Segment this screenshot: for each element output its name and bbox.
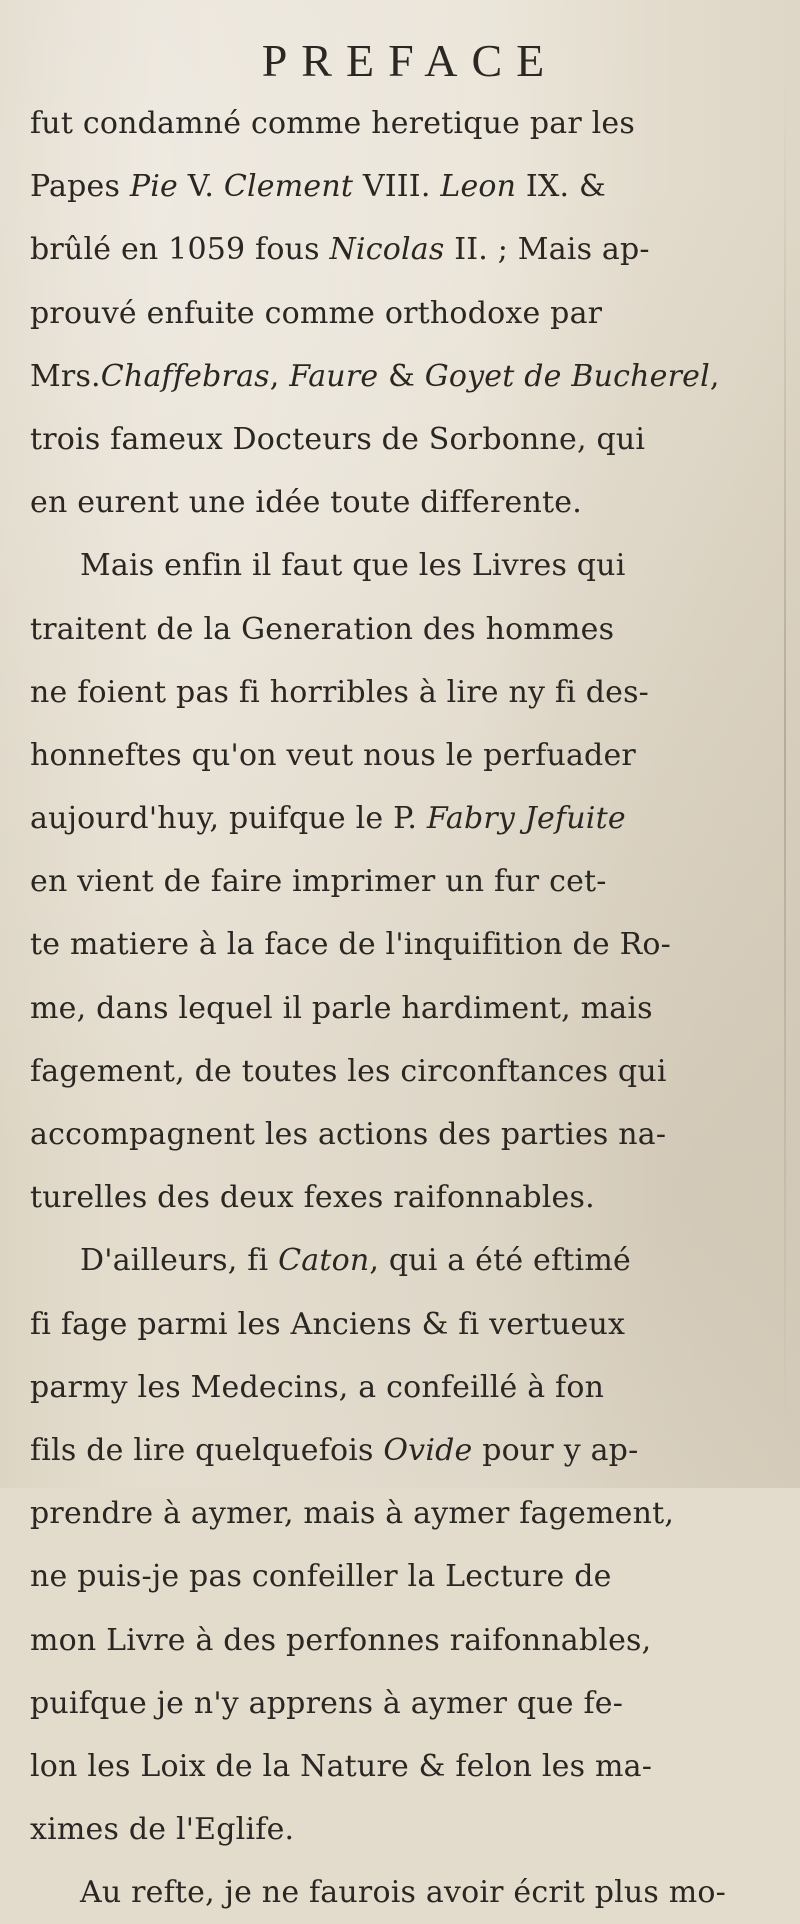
text-segment: ,	[709, 358, 720, 394]
text-line	[30, 1798, 800, 1861]
page-header: PREFACE	[261, 35, 559, 86]
text-segment: Mais enfin il faut que les Livres qui	[80, 548, 626, 584]
text-segment: Mrs.	[30, 358, 101, 394]
text-segment: , qui a été eftimé	[369, 1243, 631, 1279]
text-segment: en eurent une idée toute differente.	[30, 485, 582, 521]
italic-text: Ovide	[383, 1432, 473, 1468]
text-segment: accompagnent les actions des parties na-	[30, 1117, 667, 1152]
text-segment: pour y ap-	[472, 1432, 639, 1468]
text-line	[30, 282, 800, 345]
text-line	[30, 1482, 800, 1545]
text-segment: VIII.	[353, 169, 441, 205]
body-text	[30, 92, 800, 1924]
text-segment: fagement, de toutes les circonftances qui	[30, 1053, 667, 1089]
italic-text: Fabry Jefuite	[426, 801, 626, 837]
text-line	[30, 913, 800, 976]
text-segment: fi fage parmi les Anciens & fi vertueux	[30, 1306, 626, 1342]
text-segment: ne foient pas fi horribles à lire ny fi des-	[30, 674, 650, 710]
text-segment: honneftes qu'on veut nous le perfuader	[30, 737, 636, 773]
text-line	[30, 1861, 800, 1924]
text-segment: prouvé enfuite comme orthodoxe par	[30, 295, 603, 331]
text-line	[30, 1040, 800, 1103]
text-segment: Papes	[30, 169, 130, 205]
text-line	[30, 534, 800, 597]
text-line	[30, 1419, 800, 1482]
text-segment: lon les Loix de la Nature & felon les ma-	[30, 1748, 653, 1784]
italic-text: Chaffebras	[100, 358, 270, 394]
text-line	[30, 1166, 800, 1229]
italic-text: Faure	[289, 358, 379, 394]
text-segment: turelles des deux fexes raifonnables.	[30, 1180, 595, 1216]
text-line	[30, 977, 800, 1040]
text-segment: &	[378, 358, 425, 394]
text-line	[30, 850, 800, 913]
text-line	[30, 1609, 800, 1672]
text-line	[30, 787, 800, 850]
text-line	[30, 1103, 800, 1166]
text-line	[30, 1229, 800, 1292]
text-line	[30, 724, 800, 787]
text-line	[30, 92, 800, 155]
italic-text: Goyet de Bucherel	[424, 358, 710, 394]
text-segment: ximes de l'Eglife.	[30, 1812, 295, 1848]
text-line	[30, 1356, 800, 1419]
text-segment: ,	[269, 358, 290, 394]
text-line	[30, 1735, 800, 1798]
text-segment: Au refte, je ne faurois avoir écrit plus mo-	[80, 1875, 726, 1911]
text-segment: trois fameux Docteurs de Sorbonne, qui	[30, 421, 646, 457]
text-line	[30, 1293, 800, 1356]
text-segment: fut condamné comme heretique par les	[30, 106, 635, 141]
text-segment: D'ailleurs, fi	[80, 1243, 279, 1279]
text-segment: parmy les Medecins, a confeillé à fon	[30, 1369, 605, 1405]
text-line	[30, 155, 800, 218]
text-line	[30, 598, 800, 661]
italic-text: Pie	[129, 169, 178, 205]
text-segment: V.	[177, 169, 224, 205]
text-segment: prendre à aymer, mais à aymer fagement,	[30, 1496, 675, 1532]
text-segment: te matiere à la face de l'inquifition de Ro-	[30, 927, 671, 963]
text-line	[30, 471, 800, 534]
italic-text: Caton	[278, 1243, 370, 1279]
text-line	[30, 1545, 800, 1608]
text-segment: II. ; Mais ap-	[444, 232, 650, 268]
text-segment: mon Livre à des perfonnes raifonnables,	[30, 1622, 652, 1658]
text-line	[30, 218, 800, 281]
text-line	[30, 661, 800, 724]
text-segment: me, dans lequel il parle hardiment, mais	[30, 990, 653, 1026]
italic-text: Nicolas	[329, 232, 445, 268]
text-segment: traitent de la Generation des hommes	[30, 611, 615, 647]
text-line	[30, 1672, 800, 1735]
text-segment: puifque je n'y apprens à aymer que fe-	[30, 1685, 624, 1721]
text-line	[30, 408, 800, 471]
italic-text: Clement	[223, 169, 354, 205]
text-segment: ne puis-je pas confeiller la Lecture de	[30, 1559, 612, 1595]
italic-text: Leon	[440, 169, 517, 205]
text-segment: aujourd'huy, puifque le P.	[30, 801, 427, 837]
text-segment: fils de lire quelquefois	[30, 1432, 384, 1468]
text-segment: IX. &	[516, 169, 606, 205]
text-line	[30, 345, 800, 408]
text-segment: en vient de faire imprimer un fur cet-	[30, 864, 607, 900]
text-segment: brûlé en 1059 fous	[30, 232, 330, 268]
